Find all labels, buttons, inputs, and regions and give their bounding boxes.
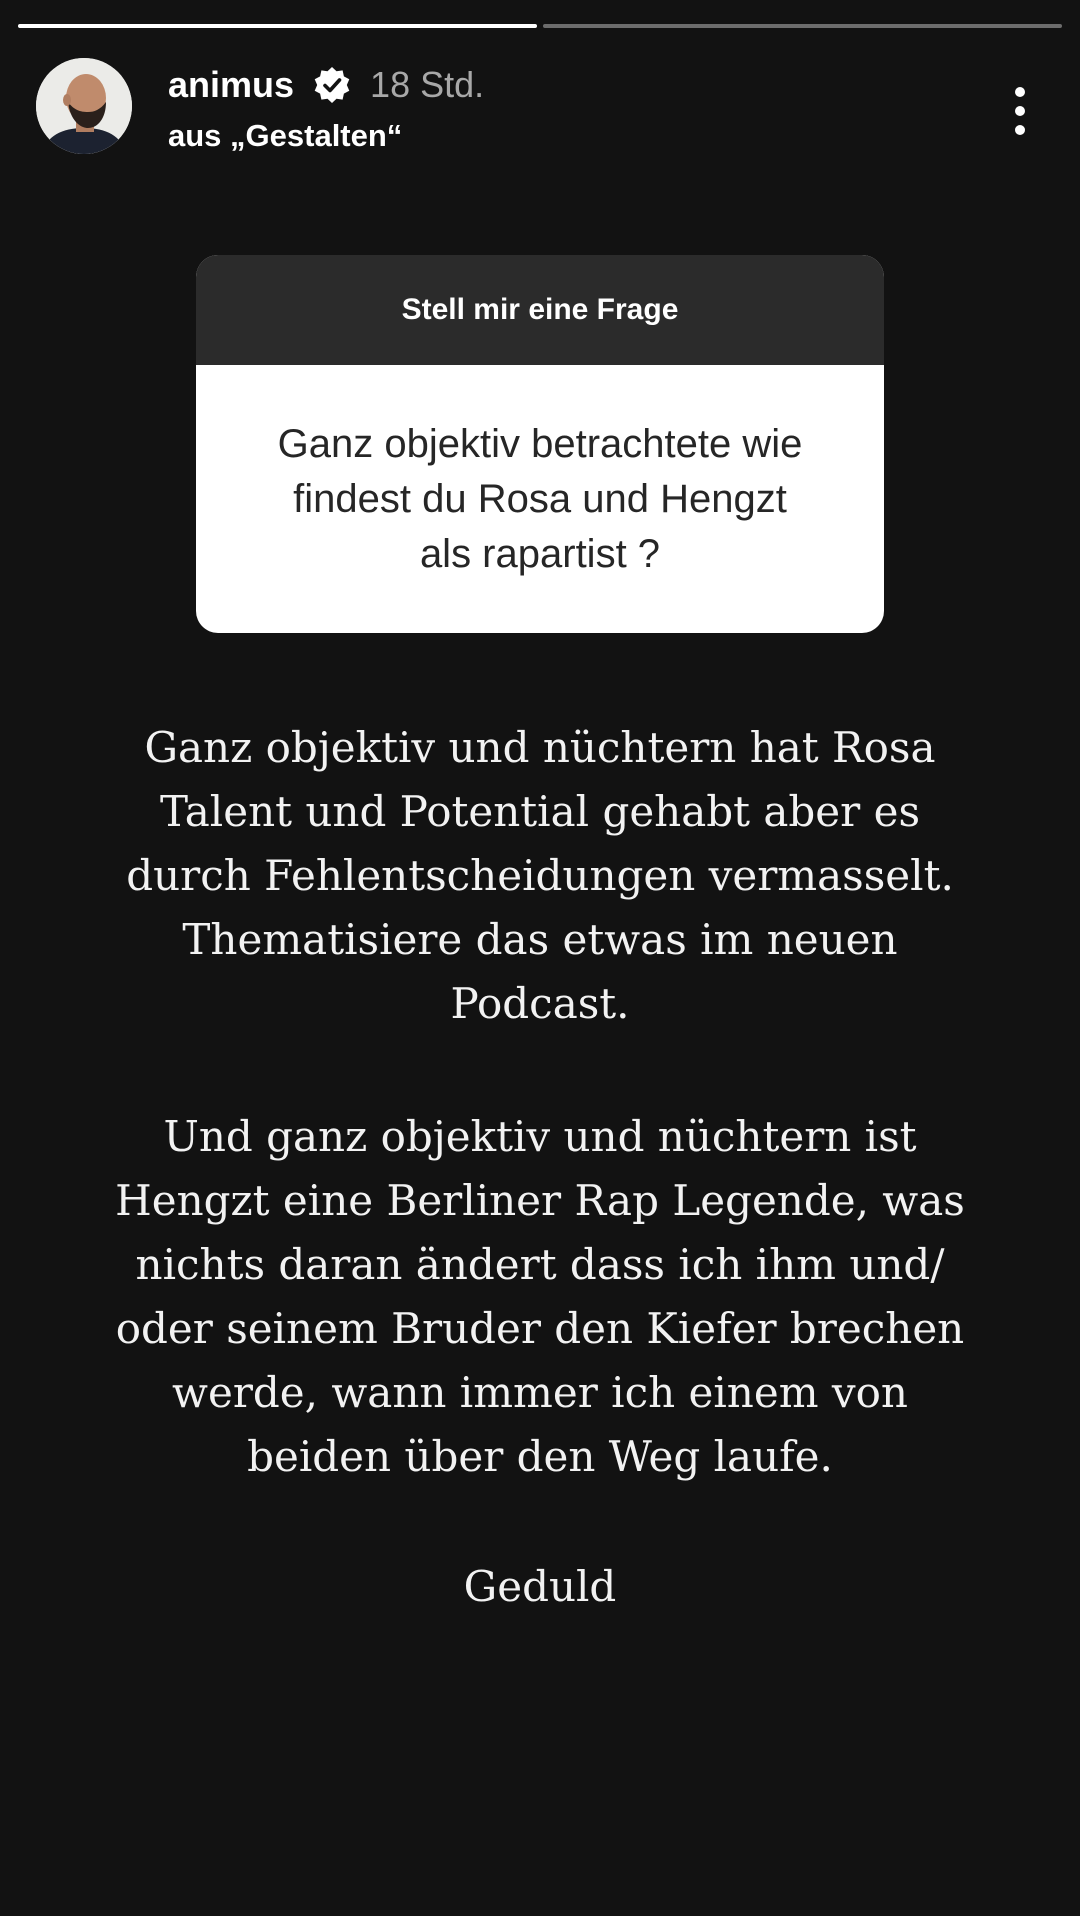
username[interactable]: animus (168, 64, 295, 105)
user-line (168, 62, 484, 108)
answer-paragraph-3: Geduld (463, 1562, 617, 1611)
question-sticker-text: Ganz objektiv betrachtete wie findest du Rosa und Hengzt als rapartist ? (277, 421, 803, 576)
timestamp: 18 Std. (370, 64, 485, 105)
story-source-label[interactable]: aus „Gestalten“ (168, 118, 403, 153)
question-sticker-title: Stell mir eine Frage (196, 255, 884, 365)
story-header (36, 58, 1044, 158)
more-vertical-icon (1015, 87, 1025, 97)
more-vertical-icon-dot (1015, 106, 1025, 116)
avatar[interactable] (36, 58, 132, 154)
verified-badge-icon (312, 65, 352, 105)
more-vertical-icon-dot (1015, 125, 1025, 135)
avatar-image (36, 58, 132, 154)
progress-segment-upcoming (543, 24, 1062, 28)
question-sticker (196, 255, 884, 633)
more-options-button[interactable] (996, 76, 1044, 146)
story-progress-bar (18, 24, 1062, 28)
answer-paragraph-2: Und ganz objektiv und nüchtern ist Hengzt eine Berliner Rap Legende, was nichts daran ändert dass ich ihm und/ oder seinem Bruder den Kiefer brechen werde, wann immer ich einem von beiden über den Weg laufe. (115, 1112, 965, 1481)
answer-paragraph-1: Ganz objektiv und nüchtern hat Rosa Talent und Potential gehabt aber es durch Fehlentscheidungen vermasselt. Thematisiere das etwas im neuen Podcast. (126, 723, 954, 1028)
progress-segment-viewed (18, 24, 537, 28)
